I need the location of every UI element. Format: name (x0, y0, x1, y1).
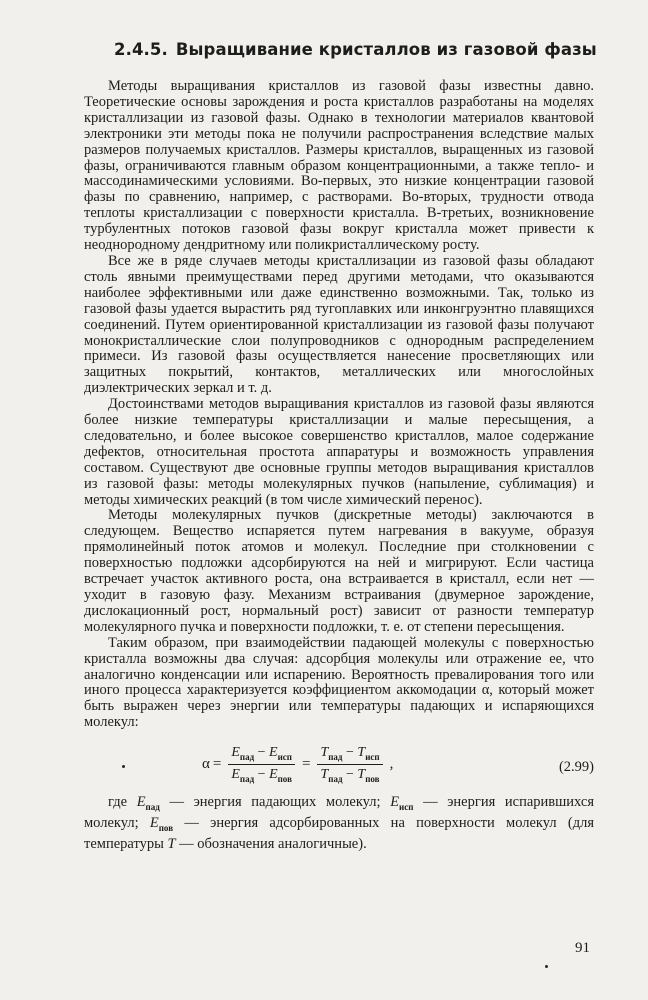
formula-row (84, 735, 594, 795)
section-number: 2.4.5. (114, 40, 168, 59)
temperature-fraction-bar (317, 764, 382, 765)
section-title: Выращивание кристаллов из газовой фазы (175, 40, 597, 59)
formula-equals-1: = (212, 755, 222, 772)
equation-number: (2.99) (558, 759, 594, 776)
paragraph-2: Все же в ряде случаев методы кристаллизации из газовой фазы обладают столь явными преимуществами перед другими методами, что оказываются наиболее эффективными или даже единственно возможными. Так, только из газовой фазы удается вырастить ряд тугоплавких или инконгруэнтно плавящихся соединений. Путем ориентированной кристаллизации из газовой фазы получают монокристаллические слои полупроводников с однородным распределением примеси. Из газовой фазы осуществляется нанесение просветляющих или защитных покрытий, контактов, металлических или многослойных диэлектрических зеркал и т. д. (84, 252, 594, 397)
formula-lhs: α (202, 755, 210, 772)
temperature-fraction (317, 745, 382, 784)
paragraph-4: Методы молекулярных пучков (дискретные методы) заключаются в следующем. Вещество испаряется путем нагревания в вакууме, образуя прямолинейный поток атомов и молекул. Последние при столкновении с поверхностью подложки адсорбируются на ней и мигрируют. Если частица встречает участок активного роста, она встраивается в кристалл, если нет — уходит в газовую фазу. Механизм встраивания (двумерное зарождение, дислокационный рост, нормальный рост) зависит от разности температур молекулярного пучка и поверхности подложки, т. е. от степени пересыщения. (84, 507, 594, 635)
energy-numerator: $E_{пад} - E_{исп}$ (231, 745, 292, 762)
print-speck (122, 765, 125, 768)
temperature-denominator: $T_{пад} - T_{пов}$ (320, 766, 380, 784)
paragraph-3: Достоинствами методов выращивания кристаллов из газовой фазы являются более низкие температуры кристаллизации и малые пересыщения, а следовательно, и более высокое совершенство кристаллов, малое содержание дефектов, относительная простота аппаратуры и возможность управления составом. Существуют две основные группы методов выращивания кристаллов из газовой фазы: методы молекулярных пучков (напыление, сублимация) и методы химических реакций (в том числе химический перенос). (84, 396, 594, 508)
energy-fraction (228, 745, 295, 784)
formula-equals-2: = (301, 755, 311, 772)
formula-comma: , (389, 755, 394, 772)
print-speck (545, 965, 548, 968)
where-clause: где $E_{пад}$ — энергия падающих молекул; $E_{исп}$ — энергия испарившихся молекул; $E_{пов}$ — энергия адсорбированных на поверхности молекул (для температуры T — обозначения аналогичные). (84, 794, 594, 852)
energy-denominator: $E_{пад} - E_{пов}$ (231, 766, 292, 784)
energy-fraction-bar (228, 764, 295, 765)
temperature-numerator: $T_{пад} - T_{исп}$ (320, 745, 380, 762)
paragraph-1: Методы выращивания кристаллов из газовой фазы известны давно. Теоретические основы зарождения и роста кристаллов разработаны на моделях кристаллизации из газовой фазы. Однако в технологии материалов квантовой электроники эти методы пока не получили распространения вследствие малых размеров получаемых кристаллов. Размеры кристаллов, выращенных из газовой фазы, ограничиваются главным образом концентрационными, а также тепло- и массодинамическими условиями. Во-первых, это низкие концентрации газовой фазы по сравнению, например, с растворами. Во-вторых, трудности отвода теплоты кристаллизации с поверхности кристалла. В-третьих, возникновение турбулентных потоков газовой фазы вокруг кристалла может привести к неоднородному дендритному или поликристаллическому росту. (84, 78, 594, 254)
formula-2-99 (202, 745, 393, 784)
section-heading (114, 40, 597, 59)
page-number: 91 (575, 940, 590, 956)
paragraph-5: Таким образом, при взаимодействии падающей молекулы с поверхностью кристалла возможны два случая: адсорбция молекулы или отражение ее, что аналогично конденсации или испарению. Вероятность превалирования того или иного процесса характеризуется коэффициентом аккомодации α, который может быть выражен через энергии или температуры падающих и испаряющихся молекул: (84, 634, 594, 731)
